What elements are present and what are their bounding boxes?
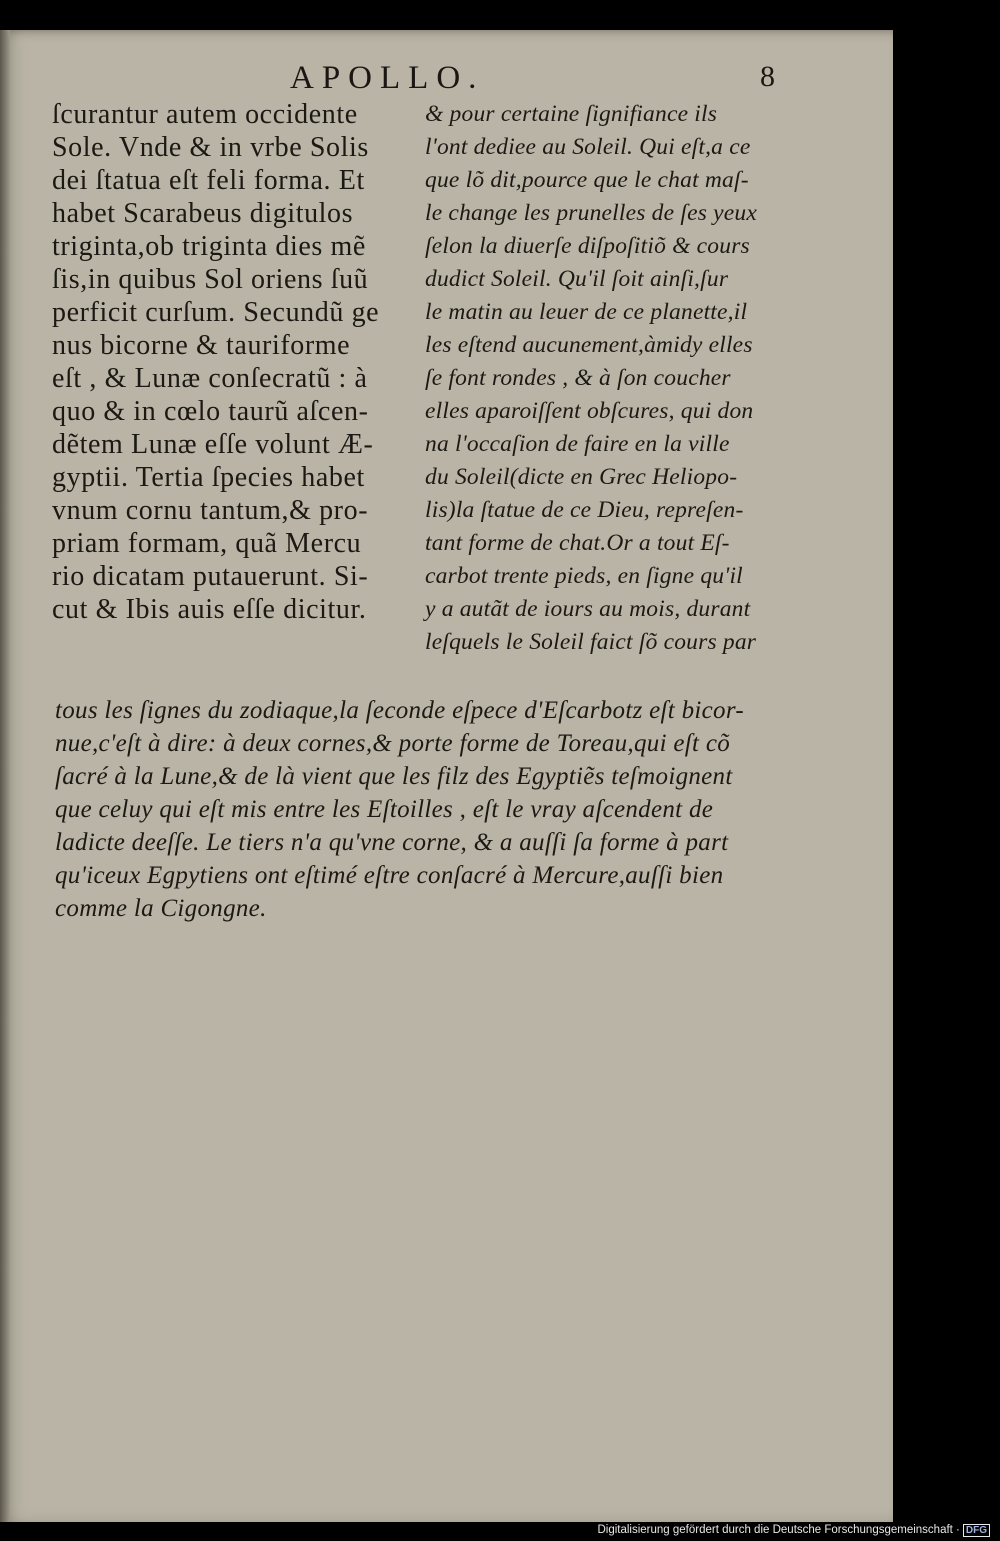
french-line: na l'occaſion de faire en la ville	[425, 431, 730, 457]
latin-line: vnum cornu tantum,& pro-	[52, 495, 369, 526]
french-line: lis)la ſtatue de ce Dieu, repreſen-	[425, 497, 744, 523]
latin-line: perficit curſum. Secundũ ge	[52, 297, 380, 328]
french-wide-line: ladicte deeſſe. Le tiers n'a qu'vne corne, & a auſſi ſa forme à part	[55, 829, 729, 856]
french-text-full-width	[55, 694, 795, 925]
french-line: elles aparoiſſent obſcures, qui don	[425, 398, 754, 424]
french-line: leſquels le Soleil faict ſõ cours par	[425, 629, 757, 655]
footer-credit-text: Digitalisierung gefördert durch die Deutsche Forschungsgemeinschaft ·	[597, 1524, 960, 1536]
french-wide-line: nue,c'eſt à dire: à deux cornes,& porte forme de Toreau,qui eſt cõ	[55, 730, 731, 757]
french-line: les eſtend aucunement,àmidy elles	[425, 332, 753, 358]
french-wide-line: que celuy qui eſt mis entre les Eſtoilles , eſt le vray aſcendent de	[55, 796, 714, 823]
french-line: carbot trente pieds, en ſigne qu'il	[425, 563, 743, 589]
french-wide-line: tous les ſignes du zodiaque,la ſeconde eſpece d'Eſcarbotz eſt bicor-	[55, 697, 744, 724]
latin-line: rio dicatam putauerunt. Si-	[52, 561, 369, 592]
french-line: ſelon la diuerſe diſpoſitiõ & cours	[425, 233, 750, 259]
french-line: l'ont dediee au Soleil. Qui eſt,a ce	[425, 134, 751, 160]
latin-line: priam formam, quã Mercu	[52, 528, 362, 559]
french-line: dudict Soleil. Qu'il ſoit ainſi,ſur	[425, 266, 729, 292]
latin-line: habet Scarabeus digitulos	[52, 198, 354, 229]
latin-line: dei ſtatua eſt feli forma. Et	[52, 165, 365, 196]
running-header: APOLLO.	[290, 60, 485, 96]
french-line: le change les prunelles de ſes yeux	[425, 200, 757, 226]
french-line: ſe font rondes , & à ſon coucher	[425, 365, 731, 391]
french-line: le matin au leuer de ce planette,il	[425, 299, 748, 325]
latin-line: Sole. Vnde & in vrbe Solis	[52, 132, 369, 163]
latin-line: eſt , & Lunæ conſecratũ : à	[52, 363, 368, 394]
book-page	[0, 30, 893, 1522]
latin-text-column	[52, 98, 412, 626]
french-line: du Soleil(dicte en Grec Heliopo-	[425, 464, 738, 490]
latin-line: gyptii. Tertia ſpecies habet	[52, 462, 365, 493]
latin-line: cut & Ibis auis eſſe dicitur.	[52, 594, 367, 625]
latin-line: ſcurantur autem occidente	[52, 99, 358, 130]
french-wide-line: ſacré à la Lune,& de là vient que les filz des Egyptiẽs teſmoignent	[55, 763, 733, 790]
french-line: tant forme de chat.Or a tout Eſ-	[425, 530, 730, 556]
latin-line: ſis,in quibus Sol oriens ſuũ	[52, 264, 369, 295]
footer-credit	[597, 1524, 990, 1537]
page-number: 8	[760, 60, 775, 93]
french-line: que lõ dit,pource que le chat maſ-	[425, 167, 749, 193]
french-wide-line: qu'iceux Egpytiens ont eſtimé eſtre conſacré à Mercure,auſſi bien	[55, 862, 724, 889]
latin-line: quo & in cœlo taurũ aſcen-	[52, 396, 369, 427]
dfg-logo: DFG	[963, 1524, 990, 1537]
french-line: & pour certaine ſignifiance ils	[425, 101, 718, 127]
book-spine-shadow	[0, 30, 10, 1522]
latin-line: nus bicorne & tauriforme	[52, 330, 351, 361]
french-line: y a autãt de iours au mois, durant	[425, 596, 751, 622]
latin-line: triginta,ob triginta dies mẽ	[52, 231, 366, 262]
french-wide-line: comme la Cigongne.	[55, 895, 267, 922]
latin-line: dẽtem Lunæ eſſe volunt Æ-	[52, 429, 374, 460]
french-text-column	[425, 98, 785, 659]
